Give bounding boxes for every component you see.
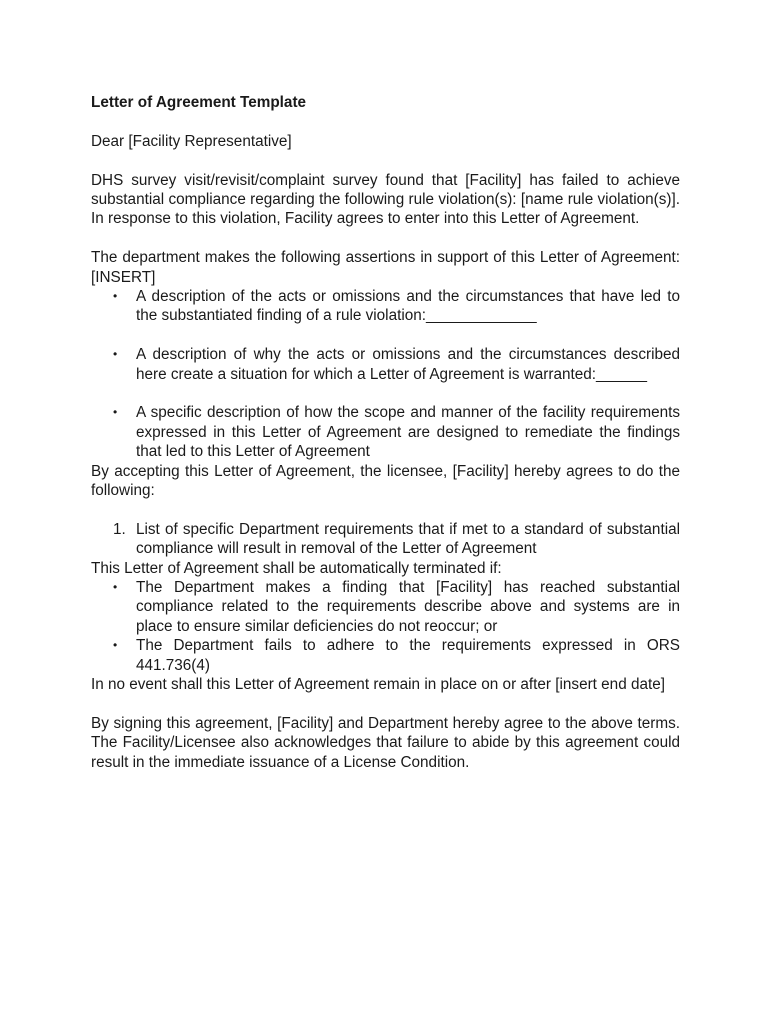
list-item — [91, 287, 680, 326]
list-item-text: The Department makes a finding that [Facility] has reached substantial compliance related to the requirements describe above and systems are in place to ensure similar deficiencies do not reoccur; or — [136, 579, 680, 635]
list-item-text: A description of why the acts or omissions and the circumstances described here create a situation for which a Letter of Agreement is warranted:______ — [136, 346, 680, 383]
list-item — [91, 578, 680, 636]
paragraph-end-date: In no event shall this Letter of Agreement remain in place on or after [insert end date] — [91, 676, 665, 694]
list-item — [91, 403, 680, 461]
paragraph-signing: By signing this agreement, [Facility] and Department hereby agree to the above terms. The Facility/Licensee also acknowledges that failure to abide by this agreement could result in the immediate issuance of a License Condition. — [91, 714, 680, 771]
bullet-icon: • — [113, 347, 118, 362]
bullet-icon: • — [113, 289, 118, 304]
list-item-text: The Department fails to adhere to the requirements expressed in ORS 441.736(4) — [136, 637, 680, 674]
assertions-list — [91, 287, 680, 462]
salutation: Dear [Facility Representative] — [91, 132, 292, 150]
list-item — [91, 345, 680, 384]
list-item-text: A description of the acts or omissions and the circumstances that have led to the substantiated finding of a rule violation:_____________ — [136, 288, 680, 325]
document-page — [91, 93, 680, 792]
paragraph-termination-intro: This Letter of Agreement shall be automatically terminated if: — [91, 559, 502, 577]
requirements-list — [91, 520, 680, 559]
paragraph-licensee-agreement: By accepting this Letter of Agreement, the licensee, [Facility] hereby agrees to do the following: — [91, 462, 680, 500]
list-number: 1. — [113, 520, 126, 538]
termination-list — [91, 578, 680, 675]
list-item-text: A specific description of how the scope and manner of the facility requirements expressed in this Letter of Agreement are designed to remediate the findings that led to this Letter of Agreement — [136, 404, 680, 461]
list-item-text: List of specific Department requirements that if met to a standard of substantial compliance will result in removal of the Letter of Agreement — [136, 520, 680, 558]
bullet-icon: • — [113, 405, 118, 420]
bullet-icon: • — [113, 638, 118, 653]
document-title: Letter of Agreement Template — [91, 94, 307, 111]
paragraph-survey-findings: DHS survey visit/revisit/complaint survey found that [Facility] has failed to achieve substantial compliance regarding the following rule violation(s): [name rule violation(s)]. In response to this violation, Facility agrees to enter into this Letter of Agreement. — [91, 171, 680, 228]
list-item — [91, 520, 680, 559]
paragraph-assertions-intro: The department makes the following assertions in support of this Letter of Agreement: [INSERT] — [91, 249, 680, 286]
bullet-icon: • — [113, 580, 118, 595]
list-item — [91, 636, 680, 675]
